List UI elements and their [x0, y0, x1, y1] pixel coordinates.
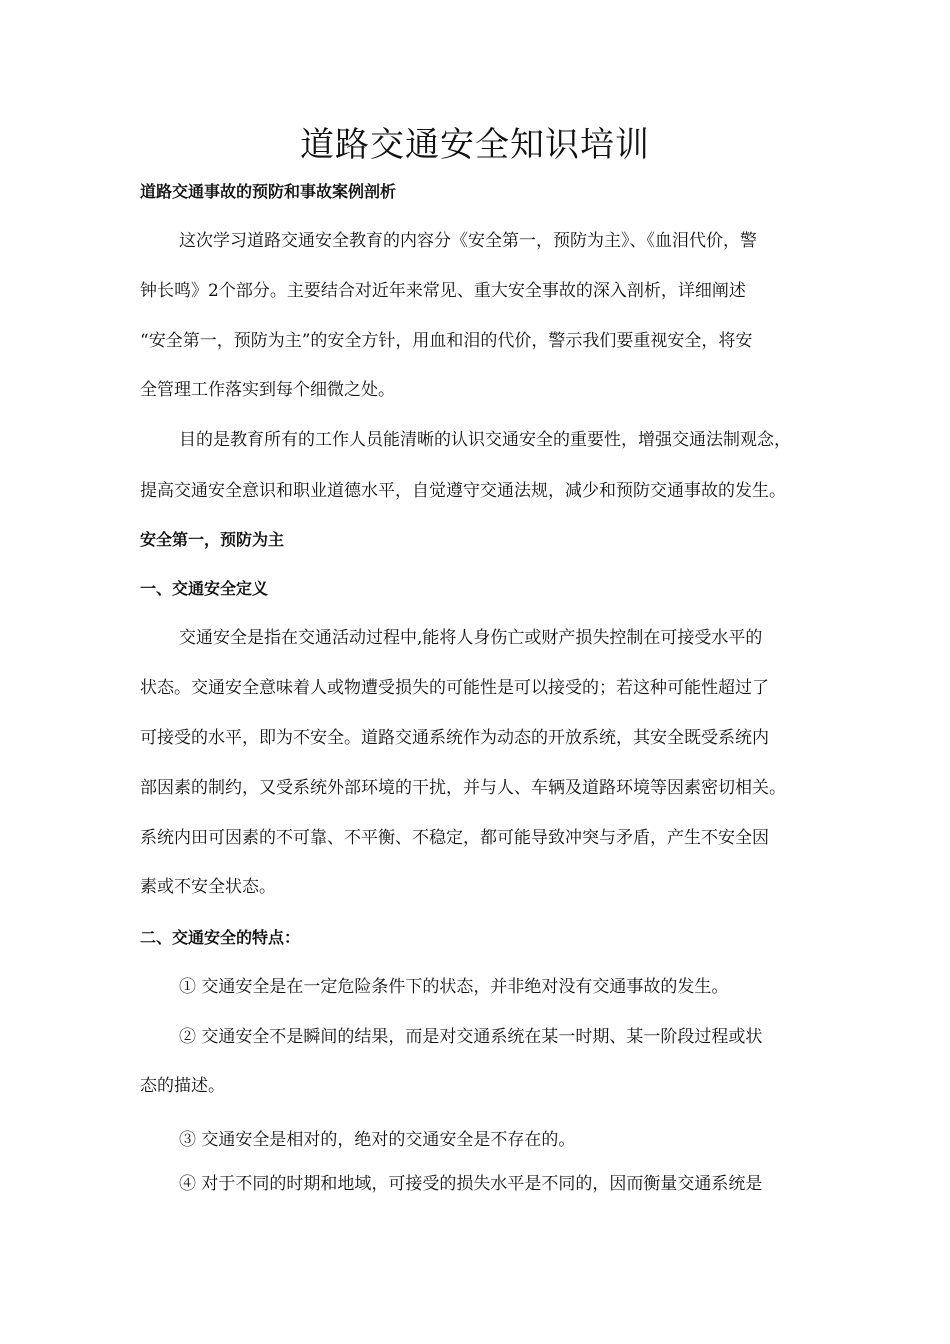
feature-item: ② 交通安全不是瞬间的结果，而是对交通系统在某一时期、某一阶段过程或状 [179, 1027, 763, 1047]
feature-item: ① 交通安全是在一定危险条件下的状态，并非绝对没有交通事故的发生。 [179, 977, 729, 997]
intro-line: 全管理工作落实到每个细微之处。 [140, 380, 395, 400]
definition-line: 状态。交通安全意味着人或物遭受损失的可能性是可以接受的；若这种可能性超过了 [140, 678, 769, 698]
document-title: 道路交通安全知识培训 [300, 124, 650, 165]
features-heading: 二、交通安全的特点： [140, 928, 301, 947]
purpose-line: 目的是教育所有的工作人员能清晰的认识交通安全的重要性，增强交通法制观念， [179, 430, 791, 450]
intro-line: “安全第一，预防为主”的安全方针，用血和泪的代价，警示我们要重视安全，将安 [140, 331, 753, 351]
definition-line: 素或不安全状态。 [140, 877, 276, 897]
definition-heading: 一、交通安全定义 [140, 579, 269, 598]
purpose-line: 提高交通安全意识和职业道德水平，自觉遵守交通法规，减少和预防交通事故的发生。 [140, 481, 786, 501]
feature-item: ③ 交通安全是相对的，绝对的交通安全是不存在的。 [179, 1130, 576, 1150]
part-heading: 安全第一，预防为主 [140, 530, 285, 549]
definition-line: 交通安全是指在交通活动过程中,能将人身伤亡或财产损失控制在可接受水平的 [179, 628, 763, 648]
intro-line: 这次学习道路交通安全教育的内容分《安全第一，预防为主》、《血泪代价，警 [179, 231, 757, 251]
feature-item-continuation: 态的描述。 [140, 1076, 225, 1096]
intro-line: 钟长鸣》2个部分。主要结合对近年来常见、重大安全事故的深入剖析，详细阐述 [140, 281, 746, 301]
definition-line: 部因素的制约，又受系统外部环境的干扰，并与人、车辆及道路环境等因素密切相关。 [140, 778, 786, 798]
definition-line: 系统内田可因素的不可靠、不平衡、不稳定，都可能导致冲突与矛盾，产生不安全因 [140, 828, 769, 848]
section-heading: 道路交通事故的预防和事故案例剖析 [140, 182, 397, 201]
feature-item: ④ 对于不同的时期和地域，可接受的损失水平是不同的，因而衡量交通系统是 [179, 1174, 763, 1194]
definition-line: 可接受的水平，即为不安全。道路交通系统作为动态的开放系统，其安全既受系统内 [140, 728, 769, 748]
